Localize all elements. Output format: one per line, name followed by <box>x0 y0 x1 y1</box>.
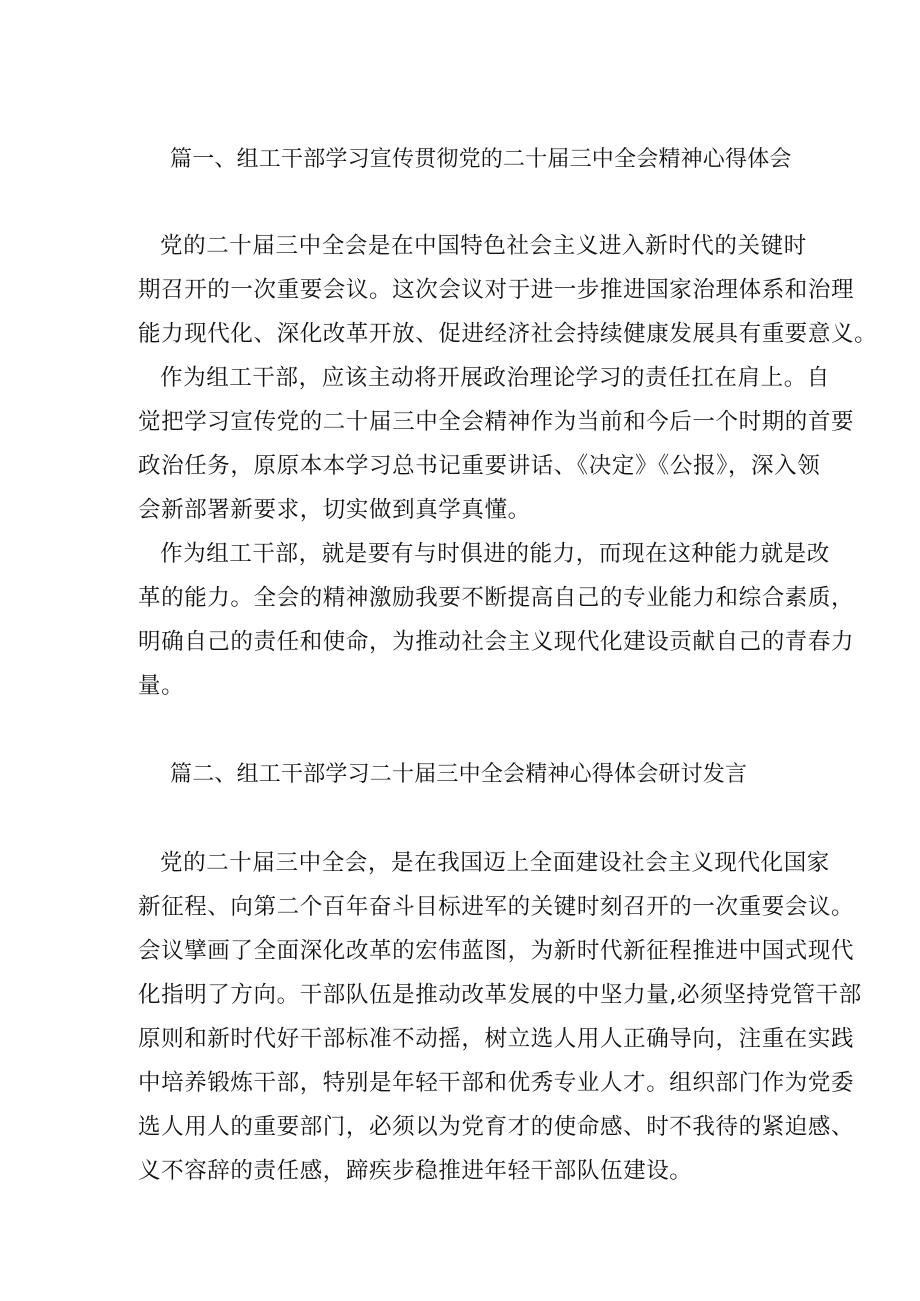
paragraph-line: 会新部署新要求，切实做到真学真懂。 <box>138 497 531 523</box>
paragraph-line: 作为组工干部，就是要有与时俱进的能力，而现在这种能力就是改 <box>160 541 830 567</box>
paragraph-line: 明确自己的责任和使命，为推动社会主义现代化建设贡献自己的青春力 <box>138 629 855 655</box>
paragraph-line: 能力现代化、深化改革开放、促进经济社会持续健康发展具有重要意义。 <box>138 321 878 347</box>
paragraph-line: 党的二十届三中全会是在中国特色社会主义进入新时代的关键时 <box>160 233 807 259</box>
paragraph-line: 觉把学习宣传党的二十届三中全会精神作为当前和今后一个时期的首要 <box>138 409 855 435</box>
paragraph-line: 作为组工干部，应该主动将开展政治理论学习的责任扛在肩上。自 <box>160 365 830 391</box>
paragraph-line: 化指明了方向。干部队伍是推动改革发展的中坚力量,必须坚持党管干部 <box>138 982 862 1008</box>
paragraph-line: 革的能力。全会的精神激励我要不断提高自己的专业能力和综合素质， <box>138 585 855 611</box>
section-2-title: 篇二、组工干部学习二十届三中全会精神心得体会研讨发言 <box>170 762 748 787</box>
paragraph-line: 期召开的一次重要会议。这次会议对于进一步推进国家治理体系和治理 <box>138 277 855 303</box>
paragraph-line: 量。 <box>138 673 185 699</box>
paragraph-line: 党的二十届三中全会，是在我国迈上全面建设社会主义现代化国家 <box>160 850 830 876</box>
paragraph-line: 会议擘画了全面深化改革的宏伟蓝图，为新时代新征程推进中国式现代 <box>138 938 855 964</box>
paragraph-line: 新征程、向第二个百年奋斗目标进军的关键时刻召开的一次重要会议。 <box>138 894 855 920</box>
paragraph-line: 政治任务，原原本本学习总书记重要讲话、《决定》《公报》，深入领 <box>138 453 821 479</box>
paragraph-line: 选人用人的重要部门，必须以为党育才的使命感、时不我待的紧迫感、 <box>138 1114 855 1140</box>
paragraph-line: 中培养锻炼干部，特别是年轻干部和优秀专业人才。组织部门作为党委 <box>138 1070 855 1096</box>
paragraph-line: 原则和新时代好干部标准不动摇，树立选人用人正确导向，注重在实践 <box>138 1026 855 1052</box>
section-1-title: 篇一、组工干部学习宣传贯彻党的二十届三中全会精神心得体会 <box>170 147 792 172</box>
paragraph-line: 义不容辞的责任感，蹄疾步稳推进年轻干部队伍建设。 <box>138 1158 693 1184</box>
